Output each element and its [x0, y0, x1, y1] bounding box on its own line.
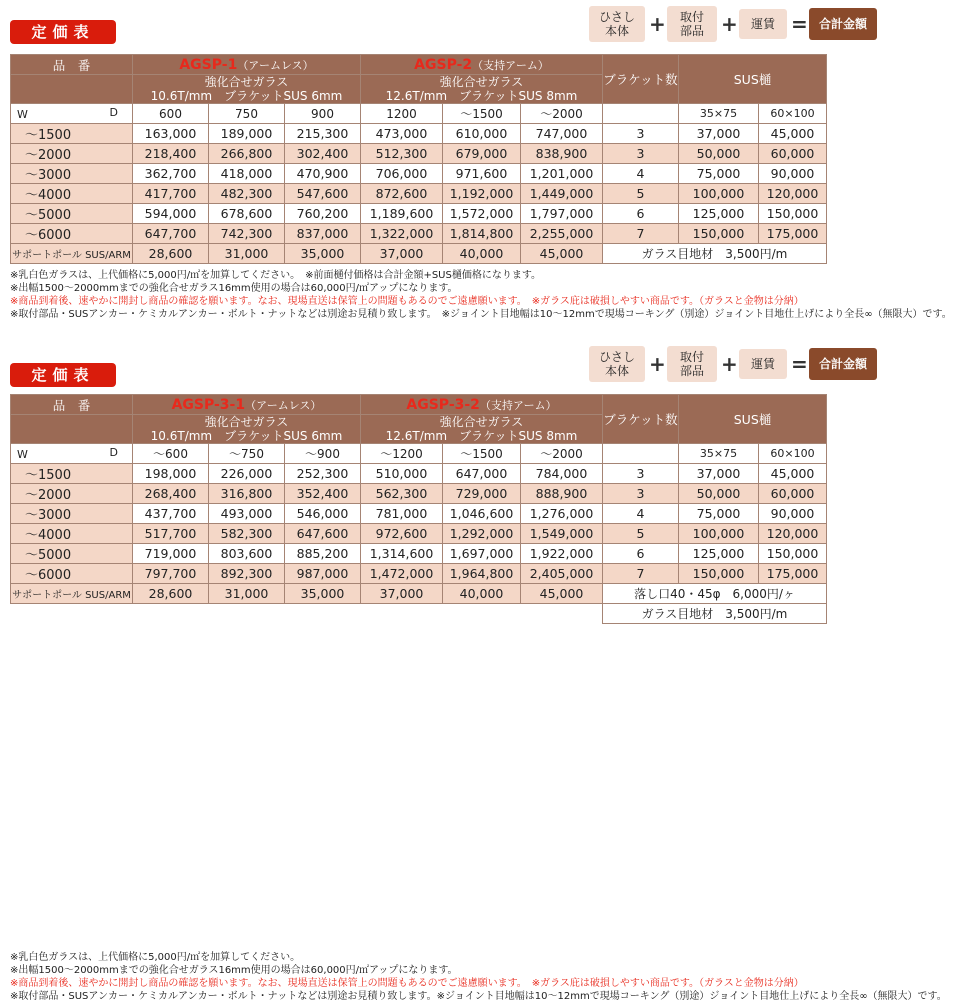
support-price: 35,000: [285, 584, 361, 604]
width-label: ～2000: [11, 484, 133, 504]
price-cell: 546,000: [285, 504, 361, 524]
sus-price: 75,000: [679, 164, 759, 184]
price-cell: 610,000: [443, 124, 521, 144]
model-agsp-1-header: [133, 55, 361, 75]
sus-price: 120,000: [759, 184, 827, 204]
table-row: [11, 564, 827, 584]
plus-icon: +: [721, 12, 738, 36]
price-cell: 1,472,000: [361, 564, 443, 584]
price-cell: 163,000: [133, 124, 209, 144]
sus-price: 120,000: [759, 524, 827, 544]
width-label: ～1500: [11, 124, 133, 144]
width-label: ～3000: [11, 164, 133, 184]
support-price: 40,000: [443, 584, 521, 604]
price-cell: 582,300: [209, 524, 285, 544]
note: ※出幅1500～2000mmまでの強化合せガラス16mm使用の場合は60,000円/㎡アップになります。: [10, 283, 458, 294]
price-cell: 838,900: [521, 144, 603, 164]
price-cell: 972,600: [361, 524, 443, 544]
sus-price: 150,000: [759, 544, 827, 564]
price-section-1: [0, 0, 967, 330]
note: ※出幅1500～2000mmまでの強化合せガラス16mm使用の場合は60,000円/㎡アップになります。: [10, 965, 458, 976]
width-label: ～5000: [11, 544, 133, 564]
price-cell: 679,000: [443, 144, 521, 164]
depth-col: 750: [209, 104, 285, 124]
sus-price: 100,000: [679, 184, 759, 204]
support-pole-label: サポートポール SUS/ARM: [11, 244, 133, 264]
sus-gutter-header: SUS樋: [679, 55, 827, 104]
sus-price: 75,000: [679, 504, 759, 524]
depth-col: 900: [285, 104, 361, 124]
depth-col: ～2000: [521, 444, 603, 464]
price-cell: 784,000: [521, 464, 603, 484]
width-label: W: [17, 108, 28, 121]
bracket-count-header: ブラケット数: [603, 55, 679, 104]
depth-col: ～600: [133, 444, 209, 464]
table-row: [11, 464, 827, 484]
sus-size: 60×100: [759, 444, 827, 464]
price-cell: 888,900: [521, 484, 603, 504]
width-label: ～3000: [11, 504, 133, 524]
price-cell: 2,405,000: [521, 564, 603, 584]
formula-item-body-label: ひさし 本体: [598, 10, 635, 38]
width-label: ～6000: [11, 564, 133, 584]
depth-col: ～750: [209, 444, 285, 464]
header-blank: [11, 415, 133, 444]
model-name: AGSP-3-2: [406, 396, 480, 413]
model-subtitle: （支持アーム）: [479, 398, 557, 412]
price-cell: 892,300: [209, 564, 285, 584]
model-subtitle: （支持アーム）: [472, 58, 549, 72]
bracket-count: 6: [603, 544, 679, 564]
formula-total: [809, 348, 877, 380]
price-list-badge: 定価表: [10, 20, 116, 44]
product-number-header: 品 番: [11, 395, 133, 415]
price-cell: 470,900: [285, 164, 361, 184]
price-cell: 1,814,800: [443, 224, 521, 244]
support-price: 31,000: [209, 584, 285, 604]
sus-size: 35×75: [679, 444, 759, 464]
pricing-formula: [589, 6, 877, 42]
price-table-2: [10, 394, 827, 624]
notes-1: [10, 269, 952, 321]
price-cell: 872,600: [361, 184, 443, 204]
note: ※取付部品・SUSアンカー・ケミカルアンカー・ボルト・ナットなどは別途お見積り致します。 ※ジョイント目地幅は10～12mmで現場コーキング（別途）ジョイント目地仕上げにより全長∞（無限大）です。: [10, 309, 952, 320]
sus-price: 175,000: [759, 564, 827, 584]
support-price: 45,000: [521, 584, 603, 604]
bracket-blank: [603, 444, 679, 464]
price-cell: 218,400: [133, 144, 209, 164]
support-price: 28,600: [133, 244, 209, 264]
price-cell: 837,000: [285, 224, 361, 244]
sus-price: 150,000: [679, 224, 759, 244]
depth-label: D: [109, 106, 118, 119]
pricing-formula: [589, 346, 877, 382]
bracket-count: 6: [603, 204, 679, 224]
bracket-count: 4: [603, 504, 679, 524]
sus-gutter-header: SUS樋: [679, 395, 827, 444]
price-cell: 437,700: [133, 504, 209, 524]
price-cell: 352,400: [285, 484, 361, 504]
price-cell: 1,449,000: [521, 184, 603, 204]
sus-price: 175,000: [759, 224, 827, 244]
width-depth-header: [11, 104, 133, 124]
price-list-badge: 定価表: [10, 363, 116, 387]
table-row: [11, 484, 827, 504]
price-cell: 512,300: [361, 144, 443, 164]
plus-icon: +: [649, 352, 666, 376]
formula-item-body: [589, 6, 645, 42]
table-row: [11, 204, 827, 224]
table-row: [11, 144, 827, 164]
price-cell: 719,000: [133, 544, 209, 564]
price-cell: 729,000: [443, 484, 521, 504]
depth-col: ～1200: [361, 444, 443, 464]
model-subtitle: （アームレス）: [245, 398, 322, 412]
model-agsp-2-header: [361, 55, 603, 75]
bracket-count: 3: [603, 144, 679, 164]
note-warning: ※商品到着後、速やかに開封し商品の確認を願います。なお、現場直送は保管上の問題もあるのでご遠慮願います。 ※ガラス庇は破損しやすい商品です。（ガラスと金物は分納）: [10, 978, 804, 989]
width-label: ～5000: [11, 204, 133, 224]
price-cell: 316,800: [209, 484, 285, 504]
bracket-count: 4: [603, 164, 679, 184]
bracket-count: 5: [603, 524, 679, 544]
support-price: 35,000: [285, 244, 361, 264]
price-cell: 760,200: [285, 204, 361, 224]
formula-item-body-label: ひさし 本体: [598, 350, 635, 378]
price-cell: 747,000: [521, 124, 603, 144]
spacer: [11, 604, 603, 624]
sus-price: 60,000: [759, 144, 827, 164]
support-price: 45,000: [521, 244, 603, 264]
table-row: [11, 524, 827, 544]
price-cell: 473,000: [361, 124, 443, 144]
price-cell: 1,322,000: [361, 224, 443, 244]
price-cell: 1,922,000: [521, 544, 603, 564]
depth-col: ～1500: [443, 444, 521, 464]
price-table-1: [10, 54, 827, 264]
price-cell: 594,000: [133, 204, 209, 224]
glass-joint-material: ガラス目地材 3,500円/m: [603, 244, 827, 264]
model-name: AGSP-1: [179, 56, 238, 73]
price-cell: 1,276,000: [521, 504, 603, 524]
sus-price: 125,000: [679, 544, 759, 564]
formula-item-shipping-label: 運賃: [750, 357, 775, 371]
bracket-count: 3: [603, 484, 679, 504]
price-cell: 987,000: [285, 564, 361, 584]
plus-icon: +: [649, 12, 666, 36]
price-cell: 189,000: [209, 124, 285, 144]
bracket-blank: [603, 104, 679, 124]
sus-size: 35×75: [679, 104, 759, 124]
sus-price: 150,000: [679, 564, 759, 584]
price-cell: 562,300: [361, 484, 443, 504]
sus-price: 90,000: [759, 504, 827, 524]
sus-price: 90,000: [759, 164, 827, 184]
support-price: 37,000: [361, 584, 443, 604]
price-cell: 268,400: [133, 484, 209, 504]
price-cell: 803,600: [209, 544, 285, 564]
price-cell: 1,797,000: [521, 204, 603, 224]
glass-spec-1: 強化合せガラス 10.6T/mm ブラケットSUS 6mm: [133, 75, 361, 104]
price-cell: 362,700: [133, 164, 209, 184]
price-cell: 418,000: [209, 164, 285, 184]
note: ※乳白色ガラスは、上代価格に5,000円/㎡を加算してください。 ※前面樋付価格は合計金額+SUS樋価格になります。: [10, 270, 542, 281]
note-warning: ※商品到着後、速やかに開封し商品の確認を願います。なお、現場直送は保管上の問題もあるのでご遠慮願います。 ※ガラス庇は破損しやすい商品です。（ガラスと金物は分納）: [10, 296, 804, 307]
price-cell: 1,292,000: [443, 524, 521, 544]
price-cell: 2,255,000: [521, 224, 603, 244]
price-cell: 215,300: [285, 124, 361, 144]
header-blank: [11, 75, 133, 104]
price-cell: 510,000: [361, 464, 443, 484]
model-agsp-3-1-header: [133, 395, 361, 415]
sus-price: 125,000: [679, 204, 759, 224]
formula-item-parts-label: 取付 部品: [679, 10, 704, 38]
width-label: ～4000: [11, 524, 133, 544]
price-cell: 1,697,000: [443, 544, 521, 564]
model-subtitle: （アームレス）: [237, 58, 314, 72]
price-section-2: [0, 340, 967, 1002]
formula-item-body: [589, 346, 645, 382]
glass-spec-2: 強化合せガラス 12.6T/mm ブラケットSUS 8mm: [361, 415, 603, 444]
table-row: [11, 504, 827, 524]
glass-joint-material: ガラス目地材 3,500円/m: [603, 604, 827, 624]
equals-icon: =: [791, 12, 808, 36]
formula-item-shipping: [739, 349, 787, 379]
formula-item-shipping-label: 運賃: [750, 17, 775, 31]
price-cell: 493,000: [209, 504, 285, 524]
price-cell: 678,600: [209, 204, 285, 224]
price-cell: 226,000: [209, 464, 285, 484]
price-cell: 647,700: [133, 224, 209, 244]
price-cell: 1,046,600: [443, 504, 521, 524]
drain-outlet: 落し口40・45φ 6,000円/ヶ: [603, 584, 827, 604]
formula-total: [809, 8, 877, 40]
depth-col: ～900: [285, 444, 361, 464]
width-depth-header: [11, 444, 133, 464]
formula-total-label: 合計金額: [818, 17, 867, 31]
depth-col: ～1500: [443, 104, 521, 124]
price-cell: 1,189,600: [361, 204, 443, 224]
width-label: ～4000: [11, 184, 133, 204]
formula-item-parts: [667, 6, 717, 42]
bracket-count: 3: [603, 464, 679, 484]
width-label: ～6000: [11, 224, 133, 244]
formula-item-parts: [667, 346, 717, 382]
price-cell: 647,000: [443, 464, 521, 484]
depth-col: 1200: [361, 104, 443, 124]
depth-col: ～2000: [521, 104, 603, 124]
price-cell: 885,200: [285, 544, 361, 564]
price-cell: 781,000: [361, 504, 443, 524]
bracket-count-header: ブラケット数: [603, 395, 679, 444]
model-agsp-3-2-header: [361, 395, 603, 415]
price-cell: 1,201,000: [521, 164, 603, 184]
sus-price: 45,000: [759, 464, 827, 484]
price-cell: 266,800: [209, 144, 285, 164]
price-cell: 302,400: [285, 144, 361, 164]
depth-label: D: [109, 446, 118, 459]
formula-total-label: 合計金額: [818, 357, 867, 371]
price-cell: 547,600: [285, 184, 361, 204]
formula-item-shipping: [739, 9, 787, 39]
product-number-header: 品 番: [11, 55, 133, 75]
note: ※取付部品・SUSアンカー・ケミカルアンカー・ボルト・ナットなどは別途お見積り致します。※ジョイント目地幅は10～12mmで現場コーキング（別途）ジョイント目地仕上げにより全長∞（無限大）です。: [10, 991, 947, 1002]
price-cell: 252,300: [285, 464, 361, 484]
table-row: [11, 544, 827, 564]
sus-price: 150,000: [759, 204, 827, 224]
price-cell: 797,700: [133, 564, 209, 584]
price-cell: 742,300: [209, 224, 285, 244]
width-label: W: [17, 448, 28, 461]
sus-price: 50,000: [679, 144, 759, 164]
support-pole-label: サポートポール SUS/ARM: [11, 584, 133, 604]
sus-price: 37,000: [679, 464, 759, 484]
price-cell: 517,700: [133, 524, 209, 544]
price-cell: 971,600: [443, 164, 521, 184]
price-cell: 647,600: [285, 524, 361, 544]
support-price: 37,000: [361, 244, 443, 264]
price-cell: 482,300: [209, 184, 285, 204]
depth-col: 600: [133, 104, 209, 124]
model-name: AGSP-3-1: [171, 396, 246, 413]
bracket-count: 7: [603, 224, 679, 244]
sus-price: 60,000: [759, 484, 827, 504]
sus-price: 37,000: [679, 124, 759, 144]
glass-spec-1: 強化合せガラス 10.6T/mm ブラケットSUS 6mm: [133, 415, 361, 444]
sus-price: 100,000: [679, 524, 759, 544]
notes-2: [10, 951, 947, 1003]
bracket-count: 3: [603, 124, 679, 144]
glass-spec-2: 強化合せガラス 12.6T/mm ブラケットSUS 8mm: [361, 75, 603, 104]
sus-price: 50,000: [679, 484, 759, 504]
note: ※乳白色ガラスは、上代価格に5,000円/㎡を加算してください。: [10, 952, 301, 963]
table-row: [11, 124, 827, 144]
table-row: [11, 184, 827, 204]
support-price: 31,000: [209, 244, 285, 264]
equals-icon: =: [791, 352, 808, 376]
price-cell: 198,000: [133, 464, 209, 484]
price-cell: 1,572,000: [443, 204, 521, 224]
bracket-count: 7: [603, 564, 679, 584]
price-cell: 1,192,000: [443, 184, 521, 204]
width-label: ～1500: [11, 464, 133, 484]
price-cell: 1,549,000: [521, 524, 603, 544]
formula-item-parts-label: 取付 部品: [679, 350, 704, 378]
sus-price: 45,000: [759, 124, 827, 144]
plus-icon: +: [721, 352, 738, 376]
price-cell: 417,700: [133, 184, 209, 204]
support-price: 40,000: [443, 244, 521, 264]
sus-size: 60×100: [759, 104, 827, 124]
table-row: [11, 164, 827, 184]
support-price: 28,600: [133, 584, 209, 604]
table-row: [11, 224, 827, 244]
width-label: ～2000: [11, 144, 133, 164]
price-cell: 706,000: [361, 164, 443, 184]
price-cell: 1,964,800: [443, 564, 521, 584]
price-cell: 1,314,600: [361, 544, 443, 564]
model-name: AGSP-2: [414, 56, 473, 73]
bracket-count: 5: [603, 184, 679, 204]
